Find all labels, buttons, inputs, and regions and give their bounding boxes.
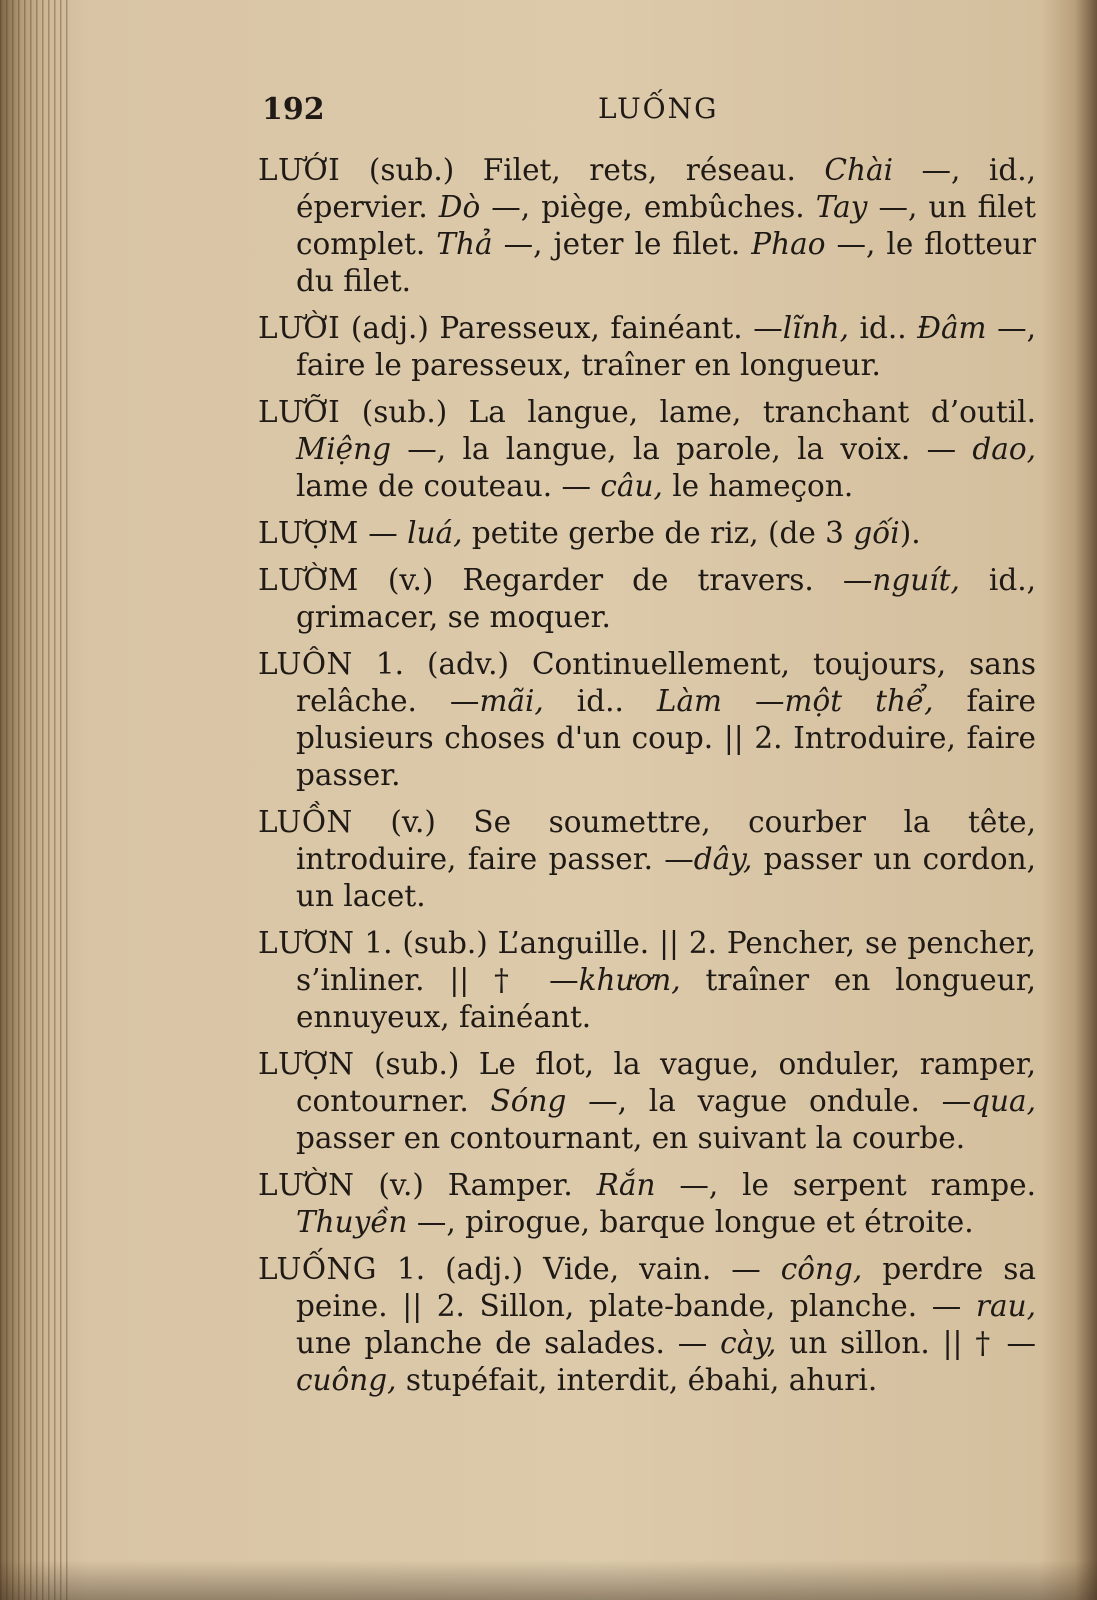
page-number: 192 <box>262 92 325 127</box>
entry-text: 1. (sub.) L’anguille. || 2. Pencher, se pencher, s’inliner. || † — <box>296 926 1036 997</box>
entry-headword: LƯỜN <box>258 1168 355 1202</box>
dictionary-entry <box>258 1167 1036 1241</box>
entry-text: — <box>722 684 785 718</box>
entry-vietnamese-term: mãi, <box>479 684 544 718</box>
entry-text: le hameçon. <box>662 469 854 503</box>
entry-vietnamese-term: một thể, <box>784 684 934 718</box>
entry-vietnamese-term: luá, <box>407 516 463 550</box>
page-header <box>262 92 1012 132</box>
running-head: LUỐNG <box>598 92 719 125</box>
entry-text: —, pirogue, barque longue et étroite. <box>407 1205 974 1239</box>
entry-vietnamese-term: Làm <box>656 684 723 718</box>
entry-text: petite gerbe de riz, (de 3 <box>462 516 854 550</box>
entry-text: —, un filet complet. <box>296 190 1036 261</box>
entry-text: —, la langue, la parole, la voix. — <box>390 432 973 466</box>
entry-headword: LƯỢN <box>258 1047 355 1081</box>
entry-vietnamese-term: Thuyền <box>296 1205 408 1239</box>
entry-text: (sub.) Le flot, la vague, onduler, ramper, contourner. <box>296 1047 1036 1118</box>
dictionary-entry <box>258 515 1036 552</box>
entry-text: (v.) Ramper. <box>378 1168 597 1202</box>
entry-headword: LƯỜI <box>258 311 341 345</box>
entry-text: (v.) Se soumettre, courber la tête, introduire, faire passer. — <box>296 805 1036 876</box>
entry-text: 1. (adj.) Vide, vain. — <box>396 1252 781 1286</box>
entry-text: (adj.) Paresseux, fainéant. — <box>350 311 783 345</box>
dictionary-entry <box>258 646 1036 794</box>
entry-headword: LUỐNG <box>258 1252 377 1286</box>
dictionary-entry <box>258 310 1036 384</box>
entry-vietnamese-term: dao, <box>972 432 1036 466</box>
entry-text: — <box>368 516 408 550</box>
entry-vietnamese-term: Đâm <box>917 311 987 345</box>
entry-vietnamese-term: Chài <box>824 153 893 187</box>
entry-vietnamese-term: Rắn <box>596 1168 656 1202</box>
entry-text: (v.) Regarder de travers. — <box>387 563 873 597</box>
entry-vietnamese-term: Thả <box>436 227 493 261</box>
entry-headword: LUỒN <box>258 805 353 839</box>
entry-text: perdre sa peine. || 2. Sillon, plate-bande, planche. — <box>296 1252 1036 1323</box>
entry-text: ). <box>899 516 921 550</box>
entry-text: passer un cordon, un lacet. <box>296 842 1036 913</box>
entry-vietnamese-term: câu, <box>600 469 663 503</box>
entry-headword: LƯỢM <box>258 516 359 550</box>
entry-vietnamese-term: qua, <box>971 1084 1037 1118</box>
page-stack-edge <box>0 0 70 1600</box>
entry-text: —, faire le paresseux, traîner en longueur. <box>296 311 1036 382</box>
entry-vietnamese-term: Miệng <box>296 432 391 466</box>
entry-text: —, le serpent rampe. <box>655 1168 1036 1202</box>
entry-text: id.. <box>543 684 657 718</box>
entry-text: —, id., épervier. <box>296 153 1036 224</box>
dictionary-entry <box>258 925 1036 1036</box>
entry-text: —, le flotteur du filet. <box>296 227 1037 298</box>
entry-vietnamese-term: Dò <box>438 190 481 224</box>
dictionary-entry <box>258 562 1036 636</box>
entry-vietnamese-term: cuông, <box>296 1363 397 1397</box>
entry-text: (sub.) Filet, rets, réseau. <box>368 153 825 187</box>
entry-vietnamese-term: gối <box>853 516 900 550</box>
dictionary-entry <box>258 1251 1036 1399</box>
entry-text: lame de couteau. — <box>296 469 601 503</box>
entry-headword: LƯỜM <box>258 563 359 597</box>
entry-text: —, jeter le filet. <box>492 227 752 261</box>
entry-text: —, la vague ondule. — <box>566 1084 972 1118</box>
entry-text: 1. (adv.) Continuellement, toujours, sans relâche. — <box>296 647 1036 718</box>
entry-vietnamese-term: Phao <box>751 227 826 261</box>
entry-vietnamese-term: lĩnh, <box>782 311 849 345</box>
entry-text: —, piège, embûches. <box>480 190 816 224</box>
entry-text: une planche de salades. — <box>296 1326 721 1360</box>
entry-vietnamese-term: cày, <box>720 1326 777 1360</box>
entry-text: (sub.) La langue, lame, tranchant d’outil. <box>361 395 1036 429</box>
entry-vietnamese-term: nguít, <box>872 563 960 597</box>
dictionary-entry <box>258 152 1036 300</box>
entry-headword: LƯƠN <box>258 926 355 960</box>
entry-headword: LUÔN <box>258 647 353 681</box>
dictionary-entry <box>258 394 1036 505</box>
entry-vietnamese-term: Tay <box>815 190 868 224</box>
entry-headword: LƯỚI <box>258 153 341 187</box>
page-bottom-shadow <box>0 1560 1097 1600</box>
entry-vietnamese-term: Sóng <box>490 1084 567 1118</box>
entry-vietnamese-term: công, <box>780 1252 863 1286</box>
entry-vietnamese-term: rau, <box>975 1289 1036 1323</box>
entry-text: id.. <box>848 311 918 345</box>
entry-text: faire plusieurs choses d'un coup. || 2. Introduire, faire passer. <box>296 684 1036 792</box>
entry-headword: LƯỠI <box>258 395 341 429</box>
dictionary-entry <box>258 1046 1036 1157</box>
entry-text: un sillon. || † — <box>776 1326 1036 1360</box>
dictionary-entries <box>258 152 1036 1409</box>
entry-text: traîner en longueur, ennuyeux, fainéant. <box>296 963 1037 1034</box>
dictionary-entry <box>258 804 1036 915</box>
entry-vietnamese-term: khươn, <box>578 963 681 997</box>
entry-text: id., grimacer, se moquer. <box>296 563 1036 634</box>
entry-vietnamese-term: dây, <box>693 842 753 876</box>
entry-text: stupéfait, interdit, ébahi, ahuri. <box>396 1363 878 1397</box>
entry-text: passer en contournant, en suivant la courbe. <box>296 1121 966 1155</box>
